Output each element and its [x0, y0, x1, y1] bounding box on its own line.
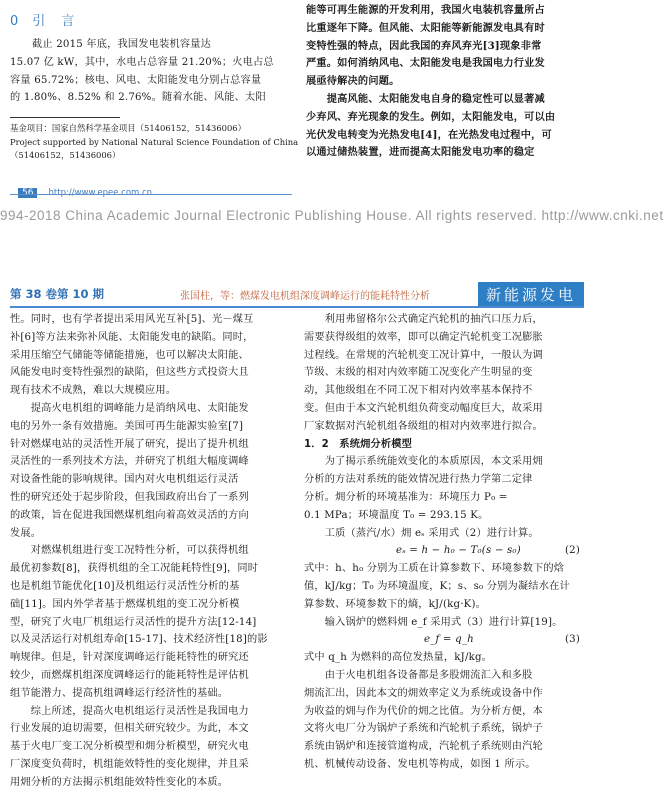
- text-line: 对设备性能的影响规律。国内对火电机组运行灵活: [10, 474, 239, 486]
- text-line: 电的另外一条有效措施。美国可再生能源实验室[7]: [10, 420, 244, 432]
- text-line: 值，kJ/kg；T₀ 为环境温度，K；s、s₀ 分别为凝结水在计: [304, 580, 570, 592]
- text-line: 性。同时，也有学者提出采用风光互补[5]、光－煤互: [10, 314, 254, 325]
- text-line: 发展。: [10, 527, 42, 539]
- page-number: 56: [18, 188, 37, 198]
- text-line: 基于火电厂变工况分析模型和㶲分析模型，研究火电: [10, 741, 249, 753]
- text-line: 厂深度变负荷时，机组能效特性的变化规律，并且采: [10, 758, 249, 770]
- text-line: 算参数、环境参数下的熵，kJ/(kg·K)。: [304, 598, 487, 610]
- cnki-watermark: 994-2018 China Academic Journal Electronic Publishing House. All rights reserved. http://www.cnki.net: [0, 208, 664, 223]
- text-line: 光伏发电转变为光热发电[4]，在光热发电过程中，可: [306, 128, 552, 141]
- text-line: 提高火电机组的调峰能力是消纳风电、太阳能发: [10, 402, 249, 414]
- text-line: 综上所述，提高火电机组运行灵活性是我国电力: [10, 705, 249, 717]
- text-line: 风能发电时变特性强烈的缺陷，但这些方式投资大且: [10, 367, 249, 379]
- text-line: 0.1 MPa；环境温度 T₀ = 293.15 K。: [304, 509, 489, 521]
- text-line: 输入锅炉的燃料㶲 e_f 采用式（3）进行计算[19]。: [304, 616, 563, 628]
- equation-2-number: (2): [564, 545, 580, 557]
- text-line: 性的研究还处于起步阶段，但我国政府出台了一系列: [10, 491, 249, 503]
- text-line: 的 1.80%、8.52% 和 2.76%。随着水能、风能、太阳: [10, 92, 266, 104]
- text-line: 厂家数据对汽轮机组各级组的相对内效率进行拟合。: [304, 420, 543, 432]
- top-page: [0, 0, 664, 240]
- left-column: [10, 311, 292, 792]
- text-line: 式中 q_h 为燃料的高位发热量，kJ/kg。: [304, 652, 493, 664]
- text-line: 分析的方法对系统的能效情况进行热力学第二定律: [304, 474, 533, 486]
- column-badge: 新能源发电: [478, 282, 584, 307]
- text-line: 需要获得级组的效率，即可以确定汽轮机变工况膨胀: [304, 331, 543, 343]
- text-line: 针对燃煤电站的灵活性开展了研究，提出了提升机组: [10, 438, 249, 450]
- bottom-page-header: [10, 282, 584, 306]
- text-line: 比重逐年下降。但风能、太阳能等新能源发电具有时: [306, 21, 545, 34]
- text-line: 㶲流汇出，因此本文的㶲效率定义为系统或设备中作: [304, 687, 543, 699]
- header-rule: [10, 306, 584, 308]
- text-line: 容量 65.72%；核电、风电、太阳能发电分别占总容量: [10, 74, 262, 86]
- text-line: 动，其他级组在不同工况下相对内效率基本保持不: [304, 385, 533, 397]
- text-line: 为了揭示系统能效变化的本质原因，本文采用㶲: [304, 456, 543, 468]
- text-line: 系统由锅炉和连接管道构成，汽轮机子系统则由汽轮: [304, 741, 543, 753]
- text-line: 型，研究了火电厂机组运行灵活性的提升方法[12-14]: [10, 616, 257, 628]
- text-line: 变。但由于本文汽轮机组负荷变动幅度巨大，故采用: [304, 402, 543, 414]
- text-line: 础[11]。国内外学者基于燃煤机组的变工况分析模: [10, 598, 240, 610]
- intro-paragraph: [10, 36, 292, 107]
- text-line: 节级、末级的相对内效率随工况变化产生明显的变: [304, 367, 533, 379]
- text-line: 用㶲分析的方法揭示机组能效特性变化的本质。: [10, 776, 229, 788]
- text-line: 采用压缩空气储能等储能措施，也可以解决太阳能、: [10, 349, 249, 361]
- text-line: 能等可再生能源的开发利用，我国火电装机容量所占: [306, 4, 545, 16]
- equation-3: [304, 631, 584, 649]
- right-column: [304, 311, 584, 774]
- text-line: 以及灵活运行对机组寿命[15-17]、技术经济性[18]的影: [10, 634, 268, 646]
- text-line: 严重。如何消纳风电、太阳能发电是我国电力行业发: [306, 57, 545, 70]
- text-line: 变特性强的特点，因此我国的弃风弃光[3]现象非常: [306, 39, 542, 52]
- funding-en-1: Project supported by National Natural Science Foundation of China: [10, 136, 299, 147]
- text-line: 现有技术不成熟，难以大规模应用。: [10, 385, 177, 397]
- journal-url[interactable]: http://www.epee.com.cn: [48, 188, 153, 198]
- section-heading-introduction: [10, 10, 80, 29]
- text-line: 过程线。在常规的汽轮机变工况计算中，一般认为调: [304, 349, 543, 361]
- text-line: 提高风能、太阳能发电自身的稳定性可以显著减: [306, 92, 545, 105]
- text-line: 行业发展的迫切需要，但相关研究较少。为此，本文: [10, 723, 249, 735]
- section-number: 0: [10, 14, 25, 29]
- text-line: 也是机组节能优化[10]及机组运行灵活性分析的基: [10, 580, 240, 592]
- text-line: 截止 2015 年底，我国发电装机容量达: [32, 39, 212, 50]
- section-title: 引 言: [32, 14, 81, 29]
- equation-2-body: eₛ = h − h₀ − T₀(s − s₀): [396, 545, 521, 557]
- page-gap: [0, 240, 592, 280]
- funding-note: [10, 122, 300, 163]
- text-line: 灵活性的一系列技术方法，并研究了机组大幅度调峰: [10, 456, 249, 468]
- text-line: 工质（蒸汽/水）㶲 eₛ 采用式（2）进行计算。: [304, 527, 539, 539]
- text-line: 以通过储热装置，进而提高太阳能发电功率的稳定: [306, 146, 535, 159]
- text-line: 式中：h、h₀ 分别为工质在计算参数下、环境参数下的焓: [304, 563, 565, 575]
- text-line: 的政策，旨在促进我国燃煤机组向着高效灵活的方向: [10, 509, 249, 521]
- text-line: 利用弗留格尔公式确定汽轮机的抽汽口压力后，: [304, 314, 543, 325]
- funding-en-2: （51406152，51436006）: [10, 150, 121, 160]
- running-title: 张国柱，等：燃煤发电机组深度调峰运行的能耗特性分析: [180, 291, 430, 302]
- text-line: 少弃风、弃光现象的发生。例如，太阳能发电，可以由: [306, 110, 556, 123]
- right-column-top: [306, 2, 584, 162]
- text-line: 组节能潜力、提高机组调峰运行经济性的基础。: [10, 687, 229, 699]
- text-line: 响规律。但是，针对深度调峰运行能耗特性的研究还: [10, 652, 249, 664]
- text-line: 文将火电厂分为锅炉子系统和汽轮机子系统，锅炉子: [304, 723, 543, 735]
- page-footer: [18, 180, 288, 199]
- text-line: 分析。㶲分析的环境基准为：环境压力 P₀ =: [304, 491, 508, 503]
- equation-3-number: (3): [564, 634, 580, 646]
- subsection-heading: 1．2 系统㶲分析模型: [304, 438, 413, 450]
- text-line: 15.07 亿 kW，其中，水电占总容量 21.20%；火电占总: [10, 56, 274, 68]
- text-line: 机、机械传动设备、发电机等构成，如图 1 所示。: [304, 758, 536, 770]
- text-line: 对燃煤机组进行变工况特性分析，可以获得机组: [10, 545, 249, 557]
- text-line: 由于火电机组各设备都是多股㶲流汇入和多股: [304, 669, 533, 681]
- text-line: 最优初参数[8]，获得机组的全工况能耗特性[9]，同时: [10, 563, 259, 575]
- text-line: 补[6]等方法来弥补风能、太阳能发电的缺陷。同时，: [10, 331, 254, 343]
- text-line: 较少，而燃煤机组深度调峰运行的能耗特性是评估机: [10, 669, 249, 681]
- equation-2: [304, 542, 584, 560]
- volume-label: 第 38 卷第 10 期: [10, 287, 105, 301]
- footnote-rule: [10, 117, 120, 118]
- footer-rule: [10, 194, 292, 195]
- text-line: 展亟待解决的问题。: [306, 75, 400, 88]
- funding-cn: 基金项目：国家自然科学基金项目（51406152，51436006）: [10, 123, 247, 133]
- equation-3-body: e_f = q_h: [424, 634, 474, 646]
- text-line: 为收益的㶲与作为代价的㶲之比值。为分析方便，本: [304, 705, 543, 717]
